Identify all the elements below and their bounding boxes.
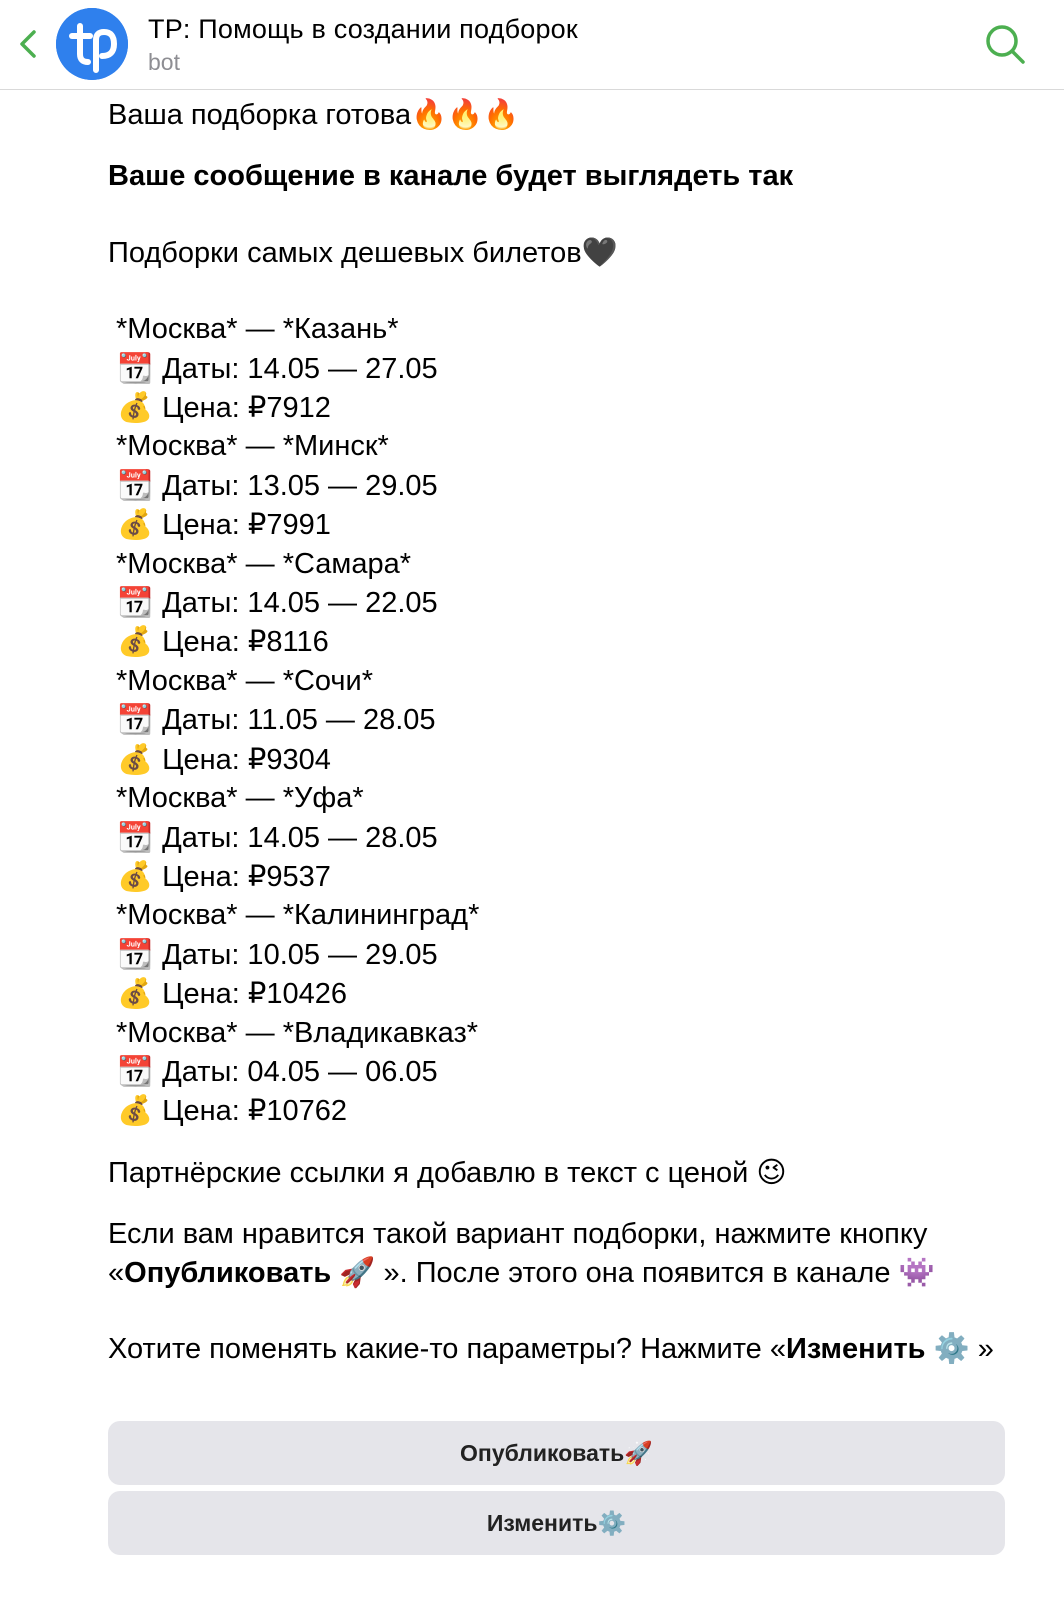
change-hint-bold: Изменить	[785, 1332, 926, 1365]
money-bag-icon: 💰	[116, 976, 154, 1011]
search-icon[interactable]	[983, 22, 1027, 66]
route-text: *Москва* — *Казань*	[116, 313, 399, 346]
message-line: Подборки самых дешевых билетов🖤	[108, 236, 618, 269]
dates-text: Даты: 10.05 — 29.05	[162, 938, 438, 971]
money-bag-icon: 💰	[116, 741, 154, 776]
publish-hint-text: Если вам нравится такой вариант подборки, нажмите кнопку «	[108, 1218, 928, 1289]
chat-title[interactable]: TP: Помощь в создании подборок	[148, 14, 578, 44]
route-text: *Москва* — *Сочи*	[116, 664, 374, 697]
dates-text: Даты: 14.05 — 27.05	[162, 352, 438, 385]
calendar-icon: 📆	[116, 467, 154, 502]
dates-text: Даты: 13.05 — 29.05	[162, 469, 438, 502]
route-text: *Москва* — *Самара*	[116, 547, 411, 580]
dates-text: Даты: 04.05 — 06.05	[162, 1055, 438, 1088]
route-text: *Москва* — *Минск*	[116, 430, 389, 463]
publish-button[interactable]: Опубликовать🚀	[108, 1421, 1005, 1485]
money-bag-icon: 💰	[116, 1093, 154, 1128]
money-bag-icon: 💰	[116, 390, 154, 425]
dates-text: Даты: 14.05 — 28.05	[162, 821, 438, 854]
calendar-icon: 📆	[116, 819, 154, 854]
change-button[interactable]: Изменить⚙️	[108, 1491, 1005, 1555]
route-text: *Москва* — *Владикавказ*	[116, 1016, 479, 1049]
money-bag-icon: 💰	[116, 624, 154, 659]
publish-hint-bold: Опубликовать 🚀	[124, 1256, 376, 1289]
ticket-list	[108, 310, 1018, 1131]
ticket-entry	[116, 896, 1018, 1013]
ticket-entry	[116, 545, 1018, 662]
price-text: Цена: ₽9304	[162, 743, 331, 776]
message-heading: Ваше сообщение в канале будет выглядеть так	[108, 160, 794, 193]
chat-header	[0, 0, 1064, 90]
price-text: Цена: ₽7912	[162, 392, 331, 425]
message-line: Ваша подборка готова🔥🔥🔥	[108, 99, 520, 131]
ticket-entry	[116, 310, 1018, 427]
ticket-entry	[116, 779, 1018, 896]
calendar-icon: 📆	[116, 585, 154, 620]
price-text: Цена: ₽7991	[162, 509, 331, 542]
ticket-entry	[116, 662, 1018, 779]
calendar-icon: 📆	[116, 1053, 154, 1088]
publish-hint-end: ». После этого она появится в канале 👾	[375, 1256, 935, 1289]
money-bag-icon: 💰	[116, 858, 154, 893]
calendar-icon: 📆	[116, 936, 154, 971]
price-text: Цена: ₽10426	[162, 978, 347, 1011]
change-hint	[108, 1330, 1018, 1368]
price-text: Цена: ₽8116	[162, 626, 329, 659]
bot-avatar[interactable]	[56, 8, 128, 80]
money-bag-icon: 💰	[116, 507, 154, 542]
price-text: Цена: ₽9537	[162, 860, 331, 893]
back-icon[interactable]	[14, 24, 44, 64]
bot-message	[108, 96, 1018, 1368]
ticket-entry	[116, 427, 1018, 544]
price-text: Цена: ₽10762	[162, 1095, 347, 1128]
dates-text: Даты: 11.05 — 28.05	[162, 704, 436, 737]
ticket-entry	[116, 1014, 1018, 1131]
route-text: *Москва* — *Уфа*	[116, 782, 364, 815]
partner-note: Партнёрские ссылки я добавлю в текст с ценой 😉	[108, 1156, 787, 1189]
change-hint-end: ⚙️ »	[933, 1332, 994, 1365]
calendar-icon: 📆	[116, 350, 154, 385]
dates-text: Даты: 14.05 — 22.05	[162, 587, 438, 620]
route-text: *Москва* — *Калининград*	[116, 899, 480, 932]
calendar-icon: 📆	[116, 702, 154, 737]
change-hint-text: Хотите поменять какие-то параметры? Нажмите «	[108, 1332, 786, 1365]
publish-hint	[108, 1215, 1018, 1292]
chat-subtitle: bot	[148, 49, 180, 75]
